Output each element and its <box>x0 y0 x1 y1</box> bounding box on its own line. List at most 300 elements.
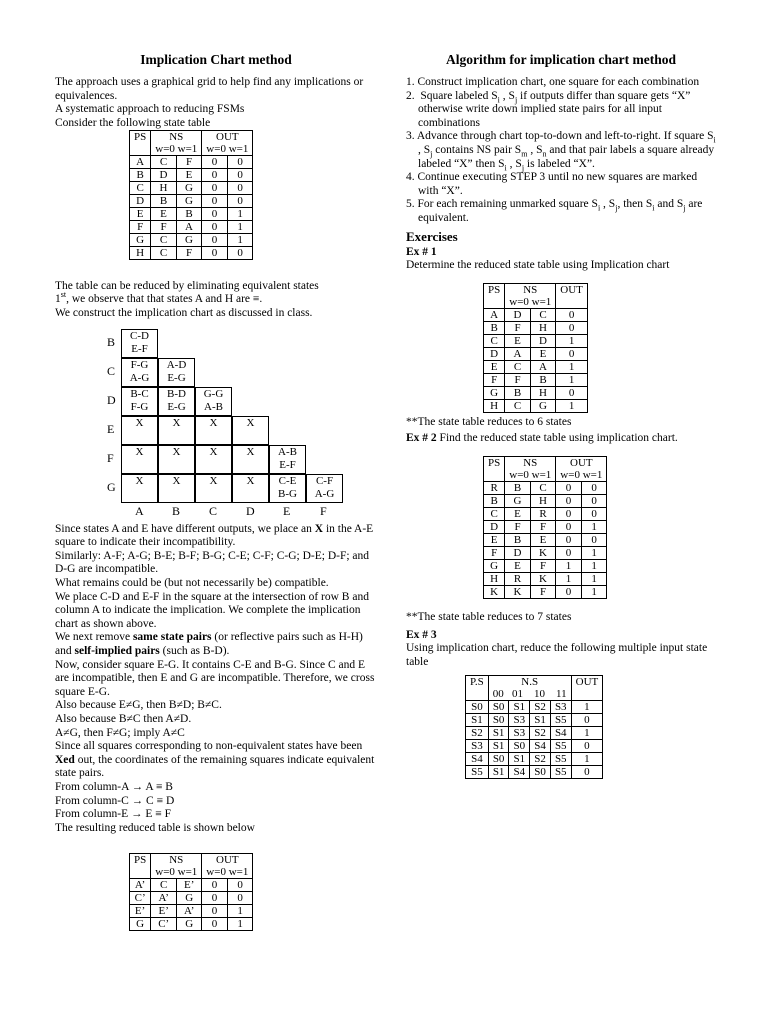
table-row <box>466 714 603 727</box>
right-title: Algorithm for implication chart method <box>446 52 676 67</box>
chart-row-label: B <box>107 334 116 349</box>
table-cell: 0 <box>556 308 588 321</box>
table-cell: E <box>484 533 505 546</box>
table-cell: 0 <box>202 207 228 220</box>
table-cell: S2 <box>530 753 551 766</box>
table-cell: H <box>130 246 151 259</box>
chart-row-label: E <box>107 421 115 436</box>
chart-cell: C-F A-G <box>306 474 343 503</box>
table-cell: C <box>484 507 505 520</box>
intro-line-2: A systematic approach to reducing FSMs <box>55 103 245 116</box>
table-cell: S1 <box>488 766 509 779</box>
table-cell: B <box>505 533 531 546</box>
body-13: From column-E → E ≡ F <box>55 808 172 821</box>
table-cell: E <box>176 168 202 181</box>
body-12: From column-C → C ≡ D <box>55 794 175 807</box>
table-cell: 0 <box>581 507 607 520</box>
table-cell: S1 <box>488 740 509 753</box>
table-cell: A <box>130 155 151 168</box>
table-cell: S5 <box>550 753 571 766</box>
exercises-heading: Exercises <box>406 228 458 244</box>
table-cell: 0 <box>202 168 228 181</box>
step-1: 1. Construct implication chart, one square for each combination <box>406 76 700 88</box>
left-title: Implication Chart method <box>140 52 292 67</box>
table-cell: 1 <box>581 585 607 598</box>
body-9: A≠G, then F≠G; imply A≠C <box>55 726 185 739</box>
table-cell: F <box>484 546 505 559</box>
body-8: Also because B≠C then A≠D. <box>55 712 192 725</box>
table-cell: 0 <box>571 740 603 753</box>
chart-cell: G-G A-B <box>195 387 232 416</box>
table-cell: E <box>530 533 556 546</box>
table-cell: 0 <box>227 892 253 905</box>
table-row <box>484 481 607 494</box>
chart-col-label: B <box>172 503 181 518</box>
table-cell: H <box>530 494 556 507</box>
table-row <box>484 559 607 572</box>
chart-cell: F-G A-G <box>121 358 158 387</box>
table-cell: 0 <box>571 714 603 727</box>
table-cell: C <box>530 308 556 321</box>
ex2-th-ps: PS <box>484 456 505 481</box>
table-cell: 0 <box>556 533 582 546</box>
table-cell: 1 <box>227 905 253 918</box>
ex1-label: Ex # 1 <box>406 245 437 258</box>
table-cell: C <box>151 879 177 892</box>
table-cell: 0 <box>556 347 588 360</box>
table-cell: S3 <box>466 740 489 753</box>
table-cell: S3 <box>509 714 530 727</box>
after-table-line-2: 1st, we observe that that states A and H are ≡. <box>55 290 263 306</box>
rt-th-out: OUT w=0 w=1 <box>202 854 253 879</box>
table-cell: 0 <box>202 246 228 259</box>
table-cell: C <box>151 155 177 168</box>
table-cell: K <box>530 546 556 559</box>
table-cell: G <box>177 892 202 905</box>
table-cell: G <box>176 233 202 246</box>
table-cell: K <box>505 585 531 598</box>
chart-cell: X <box>158 474 195 503</box>
table-cell: G <box>176 194 202 207</box>
body-11: From column-A → A ≡ B <box>55 780 173 793</box>
ex1-th-ns: NS w=0 w=1 <box>505 283 556 308</box>
chart-cell: X <box>195 416 232 445</box>
table-cell: S4 <box>509 766 530 779</box>
table-row <box>484 386 588 399</box>
step-3: 3. Advance through chart top-to-down and left-to-right. If square $S_i$ , $S_j$ contains NS pair $S_m$ , $S_n$ and that pair labels a square already labeled “X” then $S_i$ , $S_j$ is labeled “X”. <box>406 130 716 172</box>
chart-col-label: E <box>283 503 291 518</box>
step-4: 4. Continue executing STEP 3 until no new squares are marked with “X”. <box>406 171 698 197</box>
table-cell: 1 <box>556 334 588 347</box>
table-cell: 0 <box>202 905 228 918</box>
chart-row-label: D <box>107 392 116 407</box>
table-cell: S0 <box>488 714 509 727</box>
table-cell: D <box>530 334 556 347</box>
th-ns: NS w=0 w=1 <box>151 131 202 156</box>
table-cell: 1 <box>556 399 588 412</box>
chart-col-label: A <box>135 503 144 518</box>
table-cell: B <box>505 481 531 494</box>
table-cell: 1 <box>571 727 603 740</box>
ex3-text: Using implication chart, reduce the following multiple input state table <box>406 642 708 668</box>
table-cell: 0 <box>202 155 228 168</box>
chart-cell: B-C F-G <box>121 387 158 416</box>
table-cell: G <box>484 559 505 572</box>
table-cell: S1 <box>466 714 489 727</box>
table-cell: R <box>530 507 556 520</box>
chart-cell: B-D E-G <box>158 387 195 416</box>
table-cell: 0 <box>581 481 607 494</box>
table-cell: H <box>484 399 505 412</box>
table-row <box>130 233 253 246</box>
table-cell: G <box>177 918 202 931</box>
chart-row-label: F <box>107 450 114 465</box>
table-cell: 1 <box>556 572 582 585</box>
table-cell: C <box>151 246 177 259</box>
table-cell: 0 <box>556 546 582 559</box>
table-cell: C <box>505 360 531 373</box>
chart-cell: C-D E-F <box>121 329 158 358</box>
state-table-1 <box>129 130 253 260</box>
table-cell: A <box>484 308 505 321</box>
table-row <box>130 181 253 194</box>
table-cell: S5 <box>550 714 571 727</box>
table-cell: S3 <box>509 727 530 740</box>
table-cell: F <box>176 155 202 168</box>
chart-col-label: F <box>320 503 327 518</box>
table-row <box>130 879 253 892</box>
ex2-note: **The state table reduces to 7 states <box>406 610 572 623</box>
chart-cell: X <box>195 445 232 474</box>
table-row <box>484 507 607 520</box>
table-cell: G <box>130 918 151 931</box>
table-cell: F <box>484 373 505 386</box>
table-cell: H <box>530 386 556 399</box>
ex1-table <box>483 283 588 413</box>
body-10: Since all squares corresponding to non-equivalent states have been Xed out, the coordinates of the remaining squares indicate equivalent state pairs. <box>55 740 375 780</box>
table-cell: S2 <box>530 727 551 740</box>
table-row <box>484 546 607 559</box>
table-cell: 0 <box>556 494 582 507</box>
table-cell: 0 <box>202 918 228 931</box>
table-cell: S1 <box>488 727 509 740</box>
ex2-table <box>483 456 607 599</box>
table-cell: A <box>176 220 202 233</box>
table-cell: C <box>530 481 556 494</box>
table-cell: S5 <box>550 766 571 779</box>
table-cell: S0 <box>488 753 509 766</box>
table-cell: B <box>151 194 177 207</box>
chart-cell: X <box>158 445 195 474</box>
chart-col-label: C <box>209 503 218 518</box>
table-cell: S2 <box>466 727 489 740</box>
table-cell: 1 <box>581 520 607 533</box>
table-cell: S1 <box>509 753 530 766</box>
chart-cell: X <box>195 474 232 503</box>
table-cell: 0 <box>581 494 607 507</box>
table-cell: 0 <box>202 194 228 207</box>
chart-row-label: G <box>107 479 116 494</box>
table-row <box>466 727 603 740</box>
table-cell: S2 <box>530 701 551 714</box>
table-cell: F <box>530 585 556 598</box>
chart-cell: X <box>158 416 195 445</box>
ex1-note: **The state table reduces to 6 states <box>406 415 572 428</box>
table-cell: D <box>505 308 531 321</box>
chart-cell: A-D E-G <box>158 358 195 387</box>
table-cell: 0 <box>556 321 588 334</box>
table-row <box>484 585 607 598</box>
right-column <box>406 50 716 779</box>
chart-cell: X <box>232 445 269 474</box>
left-column <box>55 50 377 931</box>
th-out: OUT w=0 w=1 <box>202 131 253 156</box>
table-cell: A’ <box>177 905 202 918</box>
explanation-text <box>55 523 377 836</box>
table-cell: E <box>505 507 531 520</box>
table-cell: S3 <box>550 701 571 714</box>
table-cell: H <box>484 572 505 585</box>
table-cell: S4 <box>550 727 571 740</box>
table-cell: 0 <box>202 233 228 246</box>
table-cell: E <box>530 347 556 360</box>
implication-chart <box>55 329 377 519</box>
ex3-label: Ex # 3 <box>406 628 437 641</box>
table-cell: F <box>151 220 177 233</box>
table-row <box>130 918 253 931</box>
table-cell: C <box>151 233 177 246</box>
table-row <box>466 766 603 779</box>
table-cell: B <box>484 494 505 507</box>
table-row <box>484 308 588 321</box>
table-cell: 0 <box>556 481 582 494</box>
ex3-th-ns: N.S 00 01 10 11 <box>488 676 571 701</box>
table-cell: D <box>484 520 505 533</box>
table-row <box>484 347 588 360</box>
table-cell: G <box>484 386 505 399</box>
table-row <box>130 220 253 233</box>
table-cell: 1 <box>227 220 253 233</box>
table-cell: A’ <box>130 879 151 892</box>
chart-cell: C-E B-G <box>269 474 306 503</box>
table-cell: F <box>505 520 531 533</box>
table-cell: 1 <box>227 918 253 931</box>
after-table-line-3: We construct the implication chart as discussed in class. <box>55 307 313 320</box>
table-cell: G <box>176 181 202 194</box>
table-cell: S0 <box>530 766 551 779</box>
chart-cell: A-B E-F <box>269 445 306 474</box>
table-cell: G <box>130 233 151 246</box>
table-row <box>130 892 253 905</box>
reduced-table <box>129 853 253 931</box>
table-cell: 0 <box>571 766 603 779</box>
table-cell: D <box>151 168 177 181</box>
table-cell: E <box>505 334 531 347</box>
table-cell: F <box>530 559 556 572</box>
table-cell: E’ <box>130 905 151 918</box>
table-cell: B <box>530 373 556 386</box>
body-7: Also because E≠G, then B≠D; B≠C. <box>55 699 222 712</box>
ex2-th-ns: NS w=0 w=1 <box>505 456 556 481</box>
table-cell: 0 <box>227 168 253 181</box>
table-cell: 1 <box>571 753 603 766</box>
table-cell: K <box>530 572 556 585</box>
body-3: What remains could be (but not necessarily be) compatible. <box>55 577 329 590</box>
chart-cell: X <box>121 474 158 503</box>
table-cell: R <box>505 572 531 585</box>
table-row <box>484 494 607 507</box>
table-cell: 0 <box>227 194 253 207</box>
table-cell: 0 <box>202 879 228 892</box>
ex3-table <box>465 675 603 779</box>
table-cell: E <box>484 360 505 373</box>
table-cell: 1 <box>227 233 253 246</box>
body-1: Since states A and E have different outputs, we place an X in the A-E square to indicate their incompatibility. <box>55 522 374 549</box>
table-cell: S4 <box>466 753 489 766</box>
table-row <box>130 246 253 259</box>
intro-line-3: Consider the following state table <box>55 116 211 129</box>
ex3-th-out: OUT <box>571 676 603 701</box>
table-cell: F <box>130 220 151 233</box>
table-cell: B <box>176 207 202 220</box>
after-table-line-1: The table can be reduced by eliminating equivalent states <box>55 279 319 292</box>
chart-col-label: D <box>246 503 255 518</box>
ex2-line: Ex # 2 Find the reduced state table using implication chart. <box>406 432 678 445</box>
table-cell: S5 <box>550 740 571 753</box>
table-row <box>484 373 588 386</box>
table-cell: C’ <box>151 918 177 931</box>
table-row <box>466 701 603 714</box>
intro-line-1: The approach uses a graphical grid to help find any implications or equivalences. <box>55 76 364 102</box>
table-cell: A’ <box>151 892 177 905</box>
table-cell: E’ <box>151 905 177 918</box>
table-cell: G <box>505 494 531 507</box>
table-cell: B <box>505 386 531 399</box>
table-cell: 0 <box>227 181 253 194</box>
table-cell: 0 <box>556 507 582 520</box>
table-cell: G <box>530 399 556 412</box>
table-cell: F <box>176 246 202 259</box>
table-cell: R <box>484 481 505 494</box>
table-row <box>484 520 607 533</box>
chart-row-label: C <box>107 363 116 378</box>
table-cell: 1 <box>571 701 603 714</box>
table-cell: F <box>530 520 556 533</box>
table-cell: 0 <box>202 181 228 194</box>
table-cell: 1 <box>581 546 607 559</box>
table-cell: D <box>484 347 505 360</box>
table-cell: 1 <box>581 572 607 585</box>
chart-cell: X <box>121 445 158 474</box>
table-cell: 0 <box>227 246 253 259</box>
table-cell: 1 <box>556 559 582 572</box>
table-cell: 1 <box>581 559 607 572</box>
table-row <box>130 905 253 918</box>
table-cell: C <box>484 334 505 347</box>
table-cell: C <box>130 181 151 194</box>
ex1-th-ps: PS <box>484 283 505 308</box>
table-cell: D <box>130 194 151 207</box>
table-cell: B <box>130 168 151 181</box>
body-5: We next remove same state pairs (or reflective pairs such as H-H) and self-implied pairs (such as B-D). <box>55 631 363 657</box>
table-cell: 0 <box>202 892 228 905</box>
chart-cell: X <box>232 416 269 445</box>
table-cell: S0 <box>488 701 509 714</box>
table-row <box>484 334 588 347</box>
table-row <box>466 740 603 753</box>
table-cell: 0 <box>227 879 253 892</box>
table-cell: 1 <box>556 360 588 373</box>
step-5: 5. For each remaining unmarked square $S_i$ , $S_j$, then $S_i$ and $S_j$ are equivalent. <box>406 198 703 224</box>
ex1-th-out: OUT <box>556 283 588 308</box>
table-cell: 1 <box>556 373 588 386</box>
table-cell: 0 <box>556 386 588 399</box>
body-4: We place C-D and E-F in the square at the intersection of row B and column A to indicate the implication. We complete the implication chart as shown above. <box>55 590 369 630</box>
table-cell: E’ <box>177 879 202 892</box>
ex1-text: Determine the reduced state table using Implication chart <box>406 259 670 272</box>
chart-cell: X <box>232 474 269 503</box>
table-cell: H <box>530 321 556 334</box>
table-cell: S5 <box>466 766 489 779</box>
rt-th-ns: NS w=0 w=1 <box>151 854 202 879</box>
table-cell: E <box>505 559 531 572</box>
table-cell: B <box>484 321 505 334</box>
table-cell: S0 <box>509 740 530 753</box>
table-cell: S4 <box>530 740 551 753</box>
table-cell: 1 <box>227 207 253 220</box>
rt-th-ps: PS <box>130 854 151 879</box>
body-14: The resulting reduced table is shown below <box>55 821 255 834</box>
table-cell: E <box>151 207 177 220</box>
table-row <box>484 360 588 373</box>
table-cell: A <box>530 360 556 373</box>
table-cell: 0 <box>581 533 607 546</box>
table-row <box>484 321 588 334</box>
table-row <box>130 155 253 168</box>
table-cell: 0 <box>556 520 582 533</box>
th-ps: PS <box>130 131 151 156</box>
table-cell: S1 <box>509 701 530 714</box>
table-cell: 0 <box>556 585 582 598</box>
table-cell: A <box>505 347 531 360</box>
body-6: Now, consider square E-G. It contains C-E and B-G. Since C and E are incompatible, then E and G are incompatible. Therefore, we cross square E-G. <box>55 658 375 698</box>
table-cell: F <box>505 373 531 386</box>
table-cell: 0 <box>202 220 228 233</box>
step-2: 2. Square labeled $S_i$ , $S_j$ if outputs differ than square gets “X” otherwise write down implied state pairs for all input combinations <box>406 89 691 129</box>
table-cell: C’ <box>130 892 151 905</box>
table-row <box>484 399 588 412</box>
table-cell: C <box>505 399 531 412</box>
table-cell: D <box>505 546 531 559</box>
table-cell: F <box>505 321 531 334</box>
table-cell: H <box>151 181 177 194</box>
ex2-th-out: OUT w=0 w=1 <box>556 456 607 481</box>
table-row <box>130 194 253 207</box>
table-row <box>130 207 253 220</box>
table-cell: S1 <box>530 714 551 727</box>
table-cell: K <box>484 585 505 598</box>
chart-cell: X <box>121 416 158 445</box>
table-row <box>484 533 607 546</box>
table-cell: E <box>130 207 151 220</box>
ex3-th-ps: P.S <box>466 676 489 701</box>
table-row <box>466 753 603 766</box>
table-cell: S0 <box>466 701 489 714</box>
table-row <box>484 572 607 585</box>
table-cell: 0 <box>227 155 253 168</box>
table-row <box>130 168 253 181</box>
body-2: Similarly: A-F; A-G; B-E; B-F; B-G; C-E; C-F; C-G; D-E; D-F; and D-G are incompatible. <box>55 549 370 576</box>
